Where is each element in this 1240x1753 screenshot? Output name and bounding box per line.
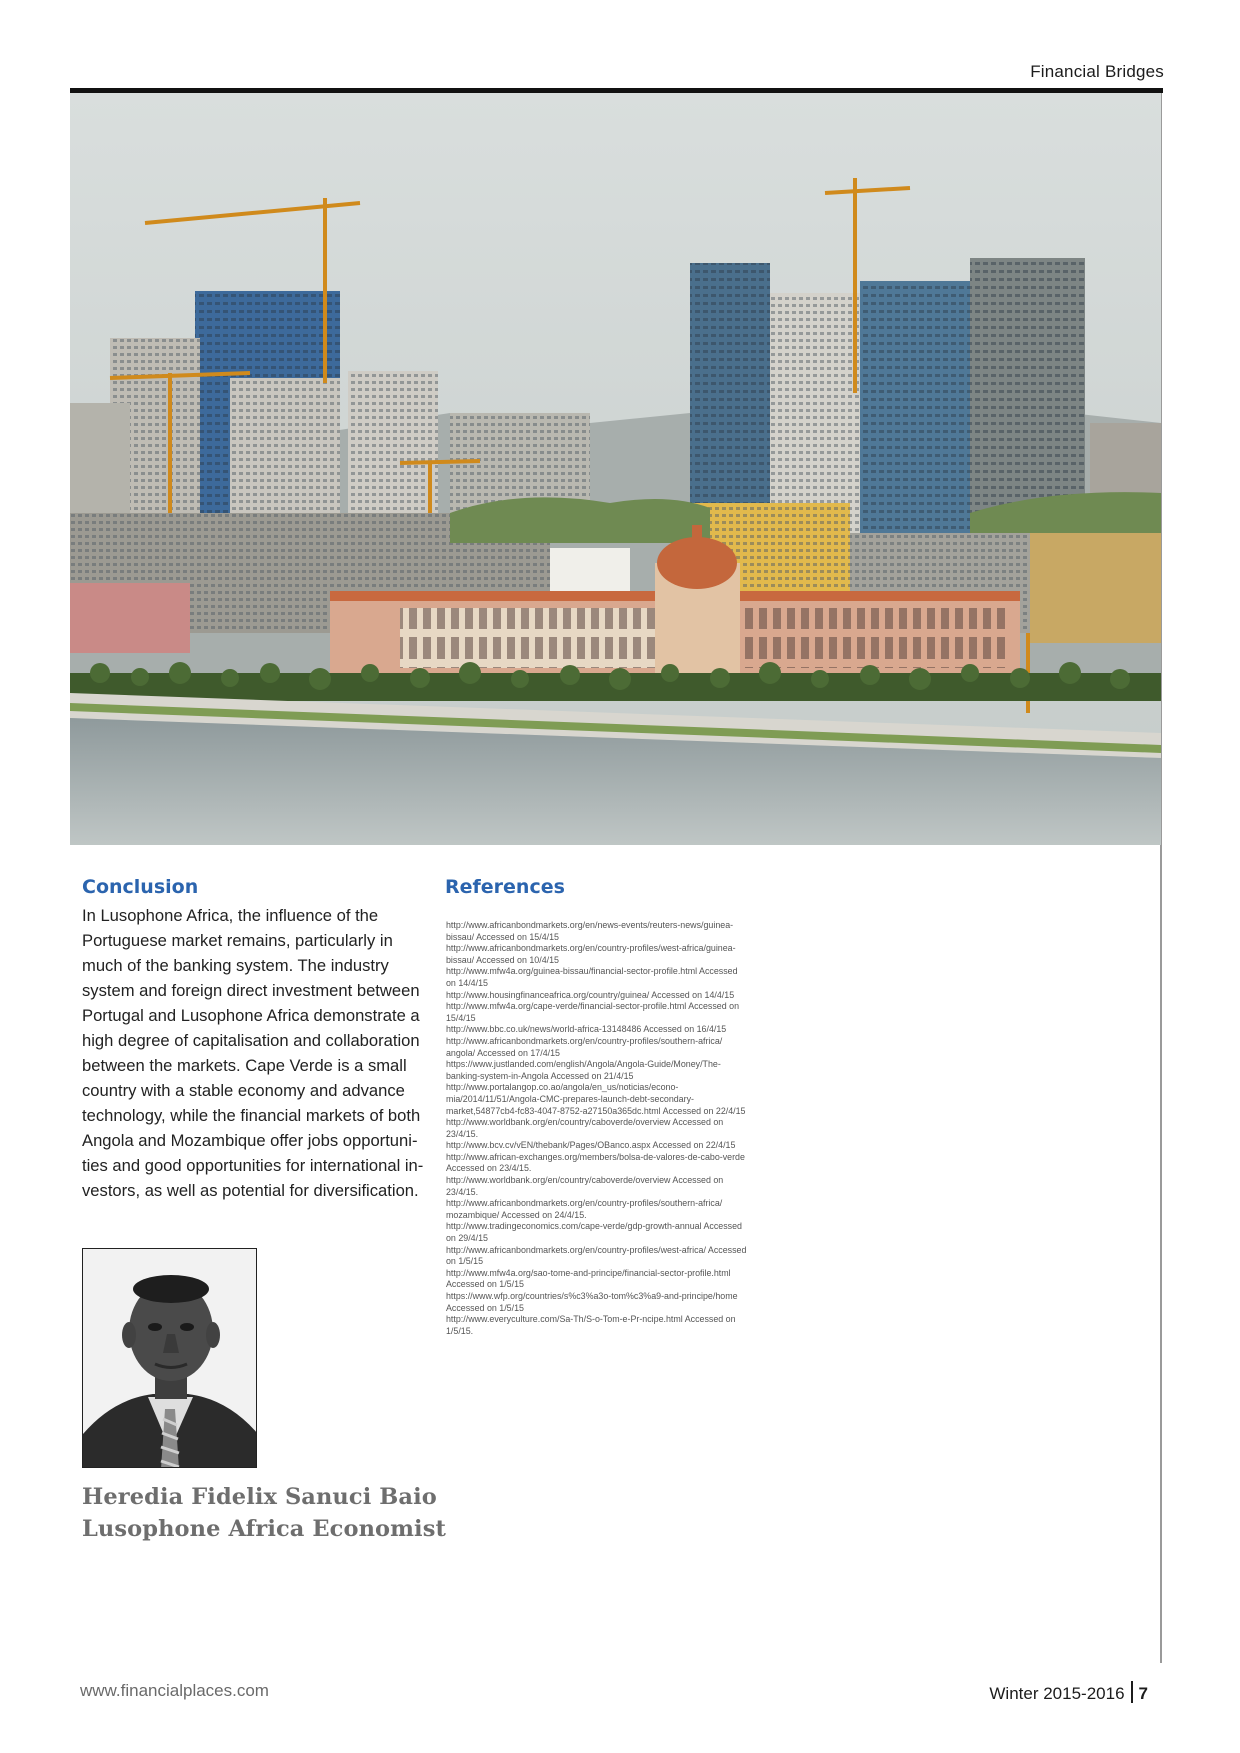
reference-line: banking-system-in-Angola Accessed on 21/4/15 xyxy=(446,1070,634,1081)
reference-line: http://www.mfw4a.org/guinea-bissau/financial-sector-profile.html Accessed xyxy=(446,966,738,977)
conclusion-line: between the markets. Cape Verde is a small xyxy=(82,1056,407,1075)
reference-line: http://www.african-exchanges.org/members/bolsa-de-valores-de-cabo-verde xyxy=(446,1151,745,1162)
conclusion-line: Portugal and Lusophone Africa demonstrate a xyxy=(82,1006,420,1025)
conclusion-line: country with a stable economy and advance xyxy=(82,1081,405,1100)
reference-line: Accessed on 23/4/15. xyxy=(446,1163,532,1174)
reference-line: 23/4/15. xyxy=(446,1128,479,1139)
conclusion-line: In Lusophone Africa, the influence of the xyxy=(82,906,379,925)
reference-line: mia/2014/11/51/Angola-CMC-prepares-launch-debt-secondary- xyxy=(446,1093,694,1104)
author-name: Heredia Fidelix Sanuci Baio xyxy=(82,1484,437,1510)
reference-line: http://www.africanbondmarkets.org/en/country-profiles/west-africa/guinea- xyxy=(446,943,736,954)
reference-line: http://www.worldbank.org/en/country/caboverde/overview Accessed on xyxy=(446,1175,724,1186)
reference-line: http://www.everyculture.com/Sa-Th/S-o-Tom-e-Pr-ncipe.html Accessed on xyxy=(446,1314,736,1325)
reference-line: https://www.wfp.org/countries/s%c3%a3o-tom%c3%a9-and-principe/home xyxy=(446,1291,738,1301)
conclusion-line: Portuguese market remains, particularly in xyxy=(82,931,393,950)
footer-separator xyxy=(1131,1681,1133,1703)
reference-line: http://www.mfw4a.org/cape-verde/financial-sector-profile.html Accessed on xyxy=(446,1001,740,1012)
conclusion-heading: Conclusion xyxy=(82,876,199,898)
reference-line: http://www.mfw4a.org/sao-tome-and-principe/financial-sector-profile.html xyxy=(446,1267,731,1278)
reference-line: http://www.portalangop.co.ao/angola/en_us/noticias/econo- xyxy=(446,1082,679,1093)
conclusion-line: much of the banking system. The industry xyxy=(82,956,389,975)
reference-line: angola/ Accessed on 17/4/15 xyxy=(446,1047,560,1058)
conclusion-line: vestors, as well as potential for diversification. xyxy=(82,1181,419,1200)
reference-line: bissau/ Accessed on 10/4/15 xyxy=(446,954,559,965)
reference-line: on 1/5/15 xyxy=(446,1256,484,1267)
author-role: Lusophone Africa Economist xyxy=(82,1516,446,1542)
reference-line: http://www.africanbondmarkets.org/en/country-profiles/southern-africa/ xyxy=(446,1035,723,1046)
conclusion-paragraph xyxy=(82,903,422,1203)
reference-line: http://www.housingfinanceafrica.org/country/guinea/ Accessed on 14/4/15 xyxy=(446,989,735,1000)
section-label: Financial Bridges xyxy=(1030,62,1164,81)
footer-website[interactable]: www.financialplaces.com xyxy=(80,1681,269,1700)
reference-line: http://www.africanbondmarkets.org/en/news-events/reuters-news/guinea- xyxy=(446,920,734,930)
footer-issue-info xyxy=(989,1681,1148,1704)
reference-line: http://www.bbc.co.uk/news/world-africa-13148486 Accessed on 16/4/15 xyxy=(446,1024,727,1035)
references-heading: References xyxy=(445,876,565,898)
reference-line: Accessed on 1/5/15 xyxy=(446,1279,524,1290)
reference-line: market,54877cb4-fc83-4047-8752-a27150a365dc.html Accessed on 22/4/15 xyxy=(446,1105,746,1116)
reference-line: mozambique/ Accessed on 24/4/15. xyxy=(446,1209,587,1220)
reference-line: https://www.justlanded.com/english/Angola/Angola-Guide/Money/The- xyxy=(446,1059,721,1070)
skyline-photo xyxy=(70,93,1161,845)
reference-line: on 14/4/15 xyxy=(446,977,488,988)
conclusion-line: Angola and Mozambique offer jobs opportuni- xyxy=(82,1131,418,1150)
reference-line: http://www.africanbondmarkets.org/en/country-profiles/west-africa/ Accessed xyxy=(446,1244,747,1255)
reference-line: 15/4/15 xyxy=(446,1012,476,1023)
conclusion-line: high degree of capitalisation and collaboration xyxy=(82,1031,420,1050)
reference-line: http://www.tradingeconomics.com/cape-verde/gdp-growth-annual Accessed xyxy=(446,1221,742,1232)
reference-line: http://www.worldbank.org/en/country/caboverde/overview Accessed on xyxy=(446,1117,724,1128)
conclusion-line: technology, while the financial markets of both xyxy=(82,1106,421,1125)
reference-line: http://www.bcv.cv/vEN/thebank/Pages/OBanco.aspx Accessed on 22/4/15 xyxy=(446,1140,736,1151)
reference-line: 23/4/15. xyxy=(446,1186,479,1197)
conclusion-line: ties and good opportunities for international in- xyxy=(82,1156,424,1175)
page-number: 7 xyxy=(1138,1684,1148,1703)
reference-line: http://www.africanbondmarkets.org/en/country-profiles/southern-africa/ xyxy=(446,1198,723,1209)
conclusion-line: system and foreign direct investment between xyxy=(82,981,420,1000)
reference-line: bissau/ Accessed on 15/4/15 xyxy=(446,931,559,942)
references-list xyxy=(446,920,791,1337)
reference-line: Accessed on 1/5/15 xyxy=(446,1302,524,1313)
reference-line: on 29/4/15 xyxy=(446,1233,488,1244)
author-portrait xyxy=(82,1248,257,1468)
footer-issue: Winter 2015-2016 xyxy=(989,1684,1125,1703)
reference-line: 1/5/15. xyxy=(446,1325,474,1336)
